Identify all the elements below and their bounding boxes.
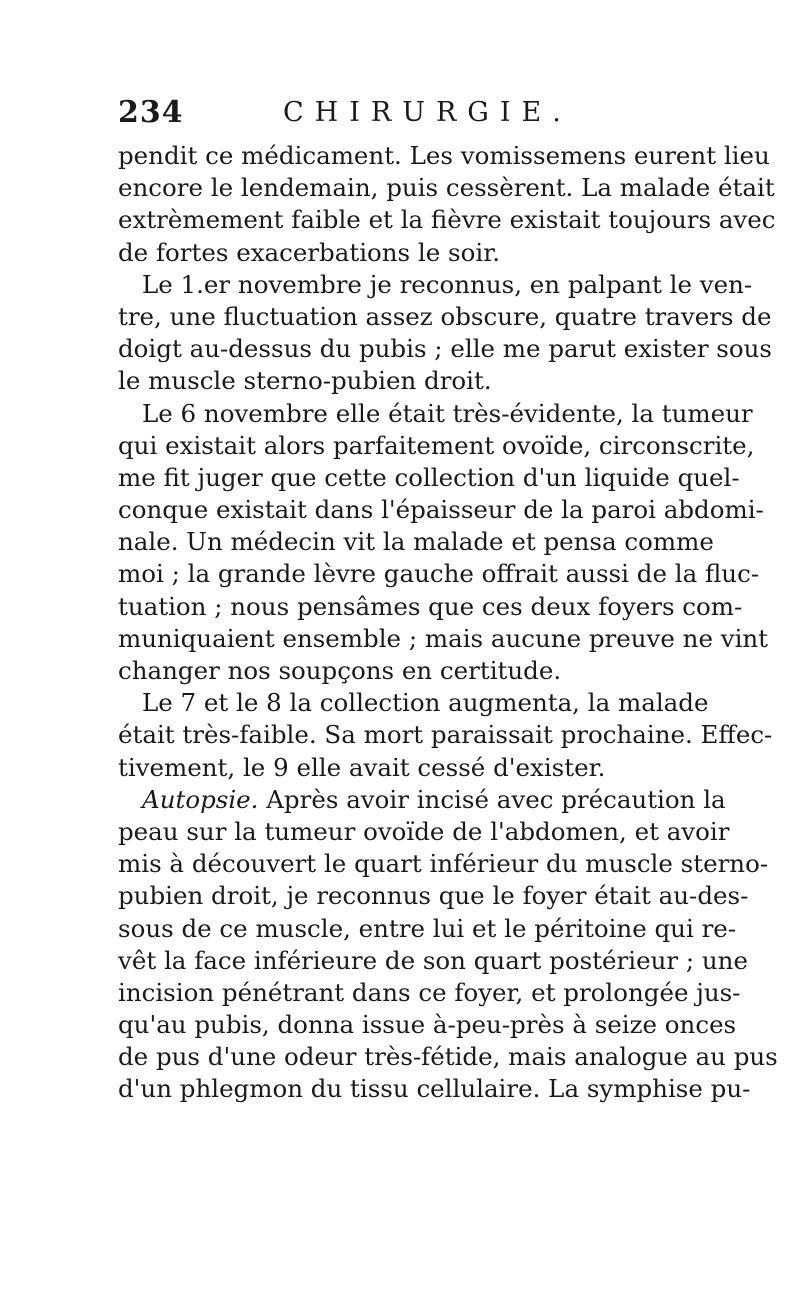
text-line: conque existait dans l'épaisseur de la paroi abdomi- (118, 495, 764, 525)
text-line: tivement, le 9 elle avait cessé d'exister. (118, 752, 606, 782)
text-line: encore le lendemain, puis cessèrent. La malade était (118, 173, 775, 203)
text-line: d'un phlegmon du tissu cellulaire. La symphise pu- (118, 1074, 751, 1104)
text-line: Le 1.er novembre je reconnus, en palpant le ven- (142, 269, 753, 299)
text-line: mis à découvert le quart inférieur du muscle sterno- (118, 849, 769, 879)
text-line: tre, une fluctuation assez obscure, quatre travers de (118, 301, 772, 331)
section-label-autopsie: Autopsie. (142, 784, 259, 814)
text-fragment: Après avoir incisé avec précaution la (258, 784, 726, 814)
text-line: sous de ce muscle, entre lui et le péritoine qui re- (118, 913, 737, 943)
text-line: extrèmement faible et la fièvre existait toujours avec (118, 205, 776, 235)
text-line: Le 7 et le 8 la collection augmenta, la malade (142, 688, 709, 718)
page-header (118, 95, 678, 135)
text-line: changer nos soupçons en certitude. (118, 656, 562, 685)
text-line: incision pénétrant dans ce foyer, et prolongée jus- (118, 977, 741, 1007)
text-line: qu'au pubis, donna issue à-peu-près à seize onces (118, 1010, 737, 1040)
body-text (118, 140, 778, 1106)
text-line: pendit ce médicament. Les vomissemens eurent lieu (118, 141, 770, 170)
text-line (118, 784, 726, 816)
text-line: de fortes exacerbations le soir. (118, 237, 501, 267)
text-line: Le 6 novembre elle était très-évidente, la tumeur (142, 398, 753, 428)
text-line: tuation ; nous pensâmes que ces deux foyers com- (118, 591, 743, 621)
text-line: moi ; la grande lèvre gauche offrait aussi de la fluc- (118, 559, 760, 589)
page-number: 234 (118, 95, 184, 130)
text-line: peau sur la tumeur ovoïde de l'abdomen, et avoir (118, 816, 730, 846)
text-line: le muscle sterno-pubien droit. (118, 366, 492, 396)
text-line: vêt la face inférieure de son quart postérieur ; une (118, 945, 748, 975)
text-line: doigt au-dessus du pubis ; elle me parut exister sous (118, 334, 772, 364)
text-line: muniquaient ensemble ; mais aucune preuve ne vint (118, 623, 769, 653)
text-line: de pus d'une odeur très-fétide, mais analogue au pus (118, 1042, 778, 1072)
running-head: CHIRURGIE. (283, 97, 572, 128)
text-line: nale. Un médecin vit la malade et pensa comme (118, 527, 714, 557)
text-line: pubien droit, je reconnus que le foyer était au-des- (118, 881, 749, 911)
text-line: qui existait alors parfaitement ovoïde, circonscrite, (118, 430, 755, 460)
text-line: me fit juger que cette collection d'un liquide quel- (118, 462, 740, 492)
text-line: était très-faible. Sa mort paraissait prochaine. Effec- (118, 720, 773, 750)
